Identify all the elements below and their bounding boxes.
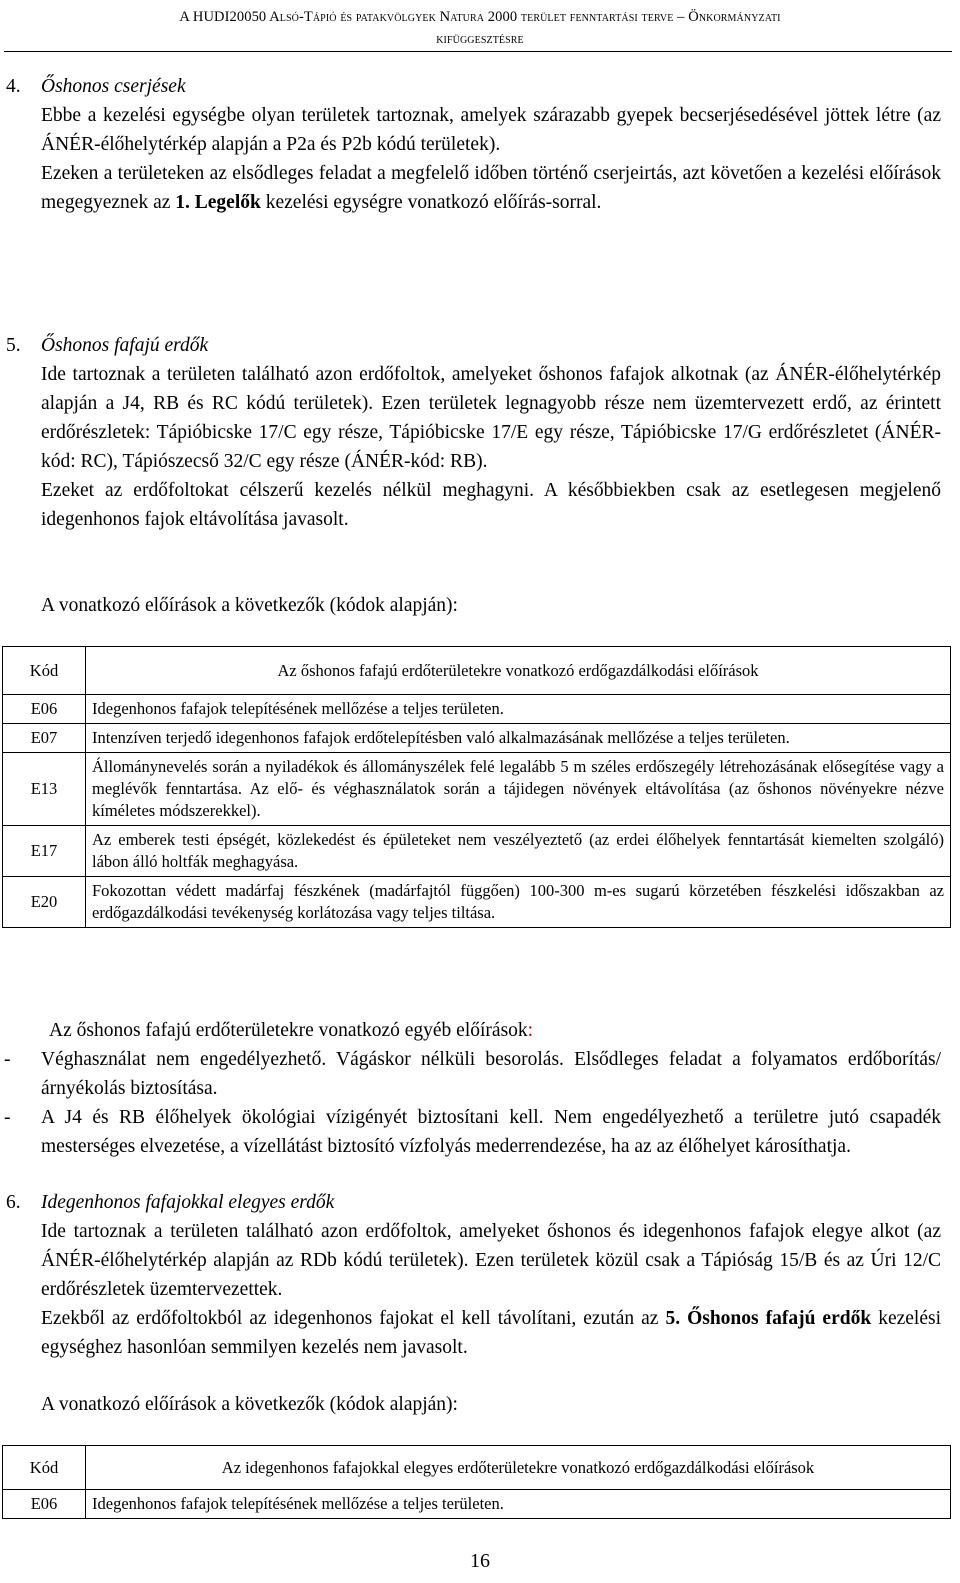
rule-description: Idegenhonos fafajok telepítésének mellőzése a teljes területen. xyxy=(86,1490,951,1519)
page-number: 16 xyxy=(470,1550,490,1572)
rule-code: E06 xyxy=(3,1490,86,1519)
rule-code: E13 xyxy=(3,753,86,826)
column-header-description: Az őshonos fafajú erdőterületekre vonatkozó erdőgazdálkodási előírások xyxy=(86,647,951,695)
table-header-row xyxy=(3,1446,951,1490)
paragraph: Ezeken a területeken az elsődleges feladat a megfelelő időben történő cserjeirtás, azt követően a kezelési előírások megegyeznek az 1. Legelők kezelési egységre vonatkozó előírás-sorral. xyxy=(41,163,941,213)
rules-intro-6: A vonatkozó előírások a következők (kódok alapján): xyxy=(41,1394,458,1415)
paragraph: Ezeket az erdőfoltokat célszerű kezelés nélkül meghagyni. A későbbiekben csak az esetlegesen megjelenő idegenhonos fajok eltávolítása javasolt. xyxy=(41,480,941,530)
column-header-description: Az idegenhonos fafajokkal elegyes erdőterületekre vonatkozó erdőgazdálkodási előírások xyxy=(86,1446,951,1490)
rule-description: Fokozottan védett madárfaj fészkének (madárfajtól függően) 100-300 m-es sugarú körzetében fészkelési időszakban az erdőgazdálkodási tevékenység korlátozása vagy teljes tiltása. xyxy=(86,877,951,928)
section-number: 5. xyxy=(6,335,21,356)
section-5-heading xyxy=(6,331,941,360)
table-row xyxy=(3,1490,951,1519)
table-row xyxy=(3,826,951,877)
column-header-code: Kód xyxy=(3,1446,86,1490)
reference-legelok: 1. Legelők xyxy=(175,192,261,213)
section-title: Idegenhonos fafajokkal elegyes erdők xyxy=(41,1192,335,1213)
section-6-heading xyxy=(6,1188,941,1217)
rule-description: Idegenhonos fafajok telepítésének mellőzése a teljes területen. xyxy=(86,695,951,724)
header-line-1: A HUDI20050 Alsó-Tápió és patakvölgyek Natura 2000 terület fenntartási terve – Önkormányzati xyxy=(179,9,781,25)
section-number: 6. xyxy=(6,1192,21,1213)
rule-code: E17 xyxy=(3,826,86,877)
table-row xyxy=(3,695,951,724)
section-5 xyxy=(6,331,941,534)
rules-intro-5: A vonatkozó előírások a következők (kódok alapján): xyxy=(41,595,458,616)
header-line-2: kifüggesztésre xyxy=(436,31,524,47)
paragraph: Ide tartoznak a területen található azon erdőfoltok, amelyeket őshonos fafajok alkotnak (az ÁNÉR-élőhelytérkép alapján a J4, RB és RC kódú területek). Ezen területek legnagyobb része nem üzemtervezett erdő, az érintett erdőrészletek: Tápióbicske 17/C egy része, Tápióbicske 17/E egy része, Tápióbicske 17/G erdőrészletet (ÁNÉR-kód: RC), Tápiószecső 32/C egy része (ÁNÉR-kód: RB). xyxy=(41,364,941,472)
page-header xyxy=(0,6,960,50)
section-title: Őshonos cserjések xyxy=(41,76,186,97)
table-row xyxy=(3,753,951,826)
section-6 xyxy=(6,1188,941,1362)
other-rules-list xyxy=(4,1045,941,1161)
table-header-row xyxy=(3,647,951,695)
header-divider xyxy=(4,51,952,52)
list-item: - A J4 és RB élőhelyek ökológiai vízigényét biztosítani kell. Nem engedélyezhető a területre jutó csapadék mesterséges elvezetése, a vízellátást biztosító vízfolyás mederrendezése, ha az az élőhelyet károsíthatja. xyxy=(4,1107,941,1157)
table-row xyxy=(3,724,951,753)
paragraph: Ide tartoznak a területen található azon erdőfoltok, amelyeket őshonos és idegenhonos fafajok elegye alkot (az ÁNÉR-élőhelytérkép alapján az RDb kódú területek). Ezen területek közül csak a Tápióság 15/B és az Úri 12/C erdőrészletek üzemtervezettek. xyxy=(41,1221,941,1300)
column-header-code: Kód xyxy=(3,647,86,695)
section-number: 4. xyxy=(6,76,21,97)
rules-table-5 xyxy=(2,646,951,928)
table-row xyxy=(3,877,951,928)
paragraph: Ezekből az erdőfoltokból az idegenhonos fajokat el kell távolítani, ezután az 5. Őshonos fafajú erdők kezelési egységhez hasonlóan semmilyen kezelés nem javasolt. xyxy=(41,1308,941,1358)
rule-code: E06 xyxy=(3,695,86,724)
rule-description: Állománynevelés során a nyiladékok és állományszélek felé legalább 5 m széles erdőszegély létrehozásának elősegítése vagy a meglévők fenntartása. Az elő- és véghasználatok során a tájidegen növények eltávolítása (az őshonos növényekre nézve kíméletes módszerekkel). xyxy=(86,753,951,826)
other-rules xyxy=(4,1016,941,1161)
rule-description: Az emberek testi épségét, közlekedést és épületeket nem veszélyeztető (az erdei élőhelyek fenntartását kiemelten szolgáló) lábon álló holtfák meghagyása. xyxy=(86,826,951,877)
reference-oshonos-erdok: 5. Őshonos fafajú erdők xyxy=(665,1308,872,1329)
section-title: Őshonos fafajú erdők xyxy=(41,335,209,356)
section-4-heading xyxy=(6,72,941,101)
rule-code: E07 xyxy=(3,724,86,753)
rule-code: E20 xyxy=(3,877,86,928)
rules-table-6 xyxy=(2,1445,951,1519)
rule-description: Intenzíven terjedő idegenhonos fafajok erdőtelepítésben való alkalmazásának mellőzése a teljes területen. xyxy=(86,724,951,753)
paragraph: Ebbe a kezelési egységbe olyan területek tartoznak, amelyek szárazabb gyepek becserjésedésével jöttek létre (az ÁNÉR-élőhelytérkép alapján a P2a és P2b kódú területek). xyxy=(41,105,941,155)
list-item: - Véghasználat nem engedélyezhető. Vágáskor nélküli besorolás. Elsődleges feladat a folyamatos erdőborítás/árnyékolás biztosítása. xyxy=(4,1049,941,1099)
section-4 xyxy=(6,72,941,217)
other-rules-title: Az őshonos fafajú erdőterületekre vonatkozó egyéb előírások: xyxy=(49,1020,534,1041)
